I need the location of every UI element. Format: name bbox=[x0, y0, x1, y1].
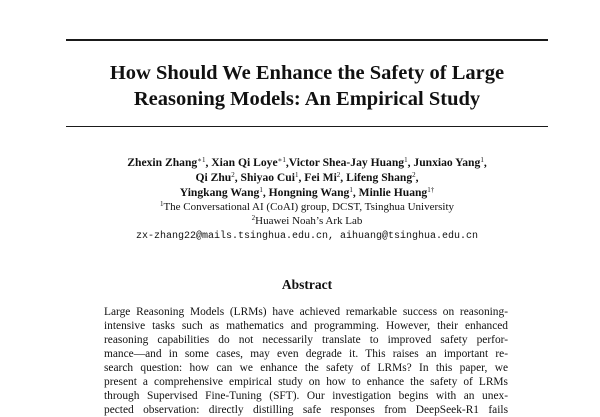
author-separator: , bbox=[298, 171, 305, 184]
author-affiliation-mark: 2 bbox=[231, 171, 235, 179]
author-separator: , bbox=[262, 186, 269, 199]
author-separator: , bbox=[483, 156, 487, 169]
author-separator: , bbox=[352, 186, 359, 199]
author-name: Zhexin Zhang bbox=[127, 156, 198, 169]
author-separator: , bbox=[415, 171, 419, 184]
author-name: Lifeng Shang bbox=[346, 171, 413, 184]
author-affiliation-mark: 1 bbox=[404, 156, 408, 164]
abstract-heading: Abstract bbox=[281, 277, 333, 292]
author-affiliation-mark: ∗1 bbox=[197, 156, 206, 164]
authors-line-2 bbox=[40, 170, 574, 185]
author-name: Minlie Huang bbox=[358, 186, 428, 199]
paper-title-line-2: Reasoning Models: An Empirical Study bbox=[133, 88, 481, 110]
author-affiliation-mark: 2 bbox=[412, 171, 416, 179]
affiliation-text: The Conversational AI (CoAI) group, DCST, Tsinghua University bbox=[163, 201, 455, 213]
authors-line-1 bbox=[40, 155, 574, 170]
top-rule bbox=[66, 39, 548, 41]
author-separator: , bbox=[340, 171, 347, 184]
author-name: Victor Shea-Jay Huang bbox=[288, 156, 405, 169]
abstract-line: mance—and in some cases, may even degrade it. This raises an important re- bbox=[104, 348, 508, 360]
affiliation-mark: 2 bbox=[251, 214, 256, 222]
author-name: Fei Mi bbox=[304, 171, 337, 184]
author-name: Hongning Wang bbox=[268, 186, 350, 199]
abstract-line: Large Reasoning Models (LRMs) have achieved remarkable success on reasoning- bbox=[104, 306, 508, 318]
author-name: Xian Qi Loye bbox=[211, 156, 278, 169]
author-affiliation-mark: 1† bbox=[427, 186, 435, 194]
author-affiliation-mark: 1 bbox=[480, 156, 484, 164]
author-emails: zx-zhang22@mails.tsinghua.edu.cn, aihuang@tsinghua.edu.cn bbox=[135, 231, 479, 242]
author-name: Junxiao Yang bbox=[413, 156, 481, 169]
abstract-line: pected observation: directly distilling safe responses from DeepSeek-R1 fails bbox=[104, 404, 508, 416]
author-separator: , bbox=[205, 156, 212, 169]
author-name: Shiyao Cui bbox=[240, 171, 295, 184]
author-separator: , bbox=[285, 156, 289, 169]
paper-title-line-1: How Should We Enhance the Safety of Large bbox=[109, 62, 505, 84]
abstract-line: intensive tasks such as mathematics and programming. However, their enhanced bbox=[104, 320, 508, 332]
abstract-line: through Supervised Fine-Tuning (SFT). Our investigation begins with an unex- bbox=[104, 390, 508, 402]
authors-line-3 bbox=[40, 185, 574, 200]
author-affiliation-mark: 1 bbox=[259, 186, 263, 194]
author-affiliation-mark: ∗1 bbox=[277, 156, 286, 164]
author-affiliation-mark: 1 bbox=[349, 186, 353, 194]
author-name: Yingkang Wang bbox=[179, 186, 260, 199]
author-separator: , bbox=[407, 156, 414, 169]
author-separator: , bbox=[234, 171, 241, 184]
affiliation-text: Huawei Noah’s Ark Lab bbox=[255, 215, 363, 227]
affiliation-mark: 1 bbox=[159, 200, 164, 208]
abstract-line: reasoning capabilities do not necessarily translate to improved safety perfor- bbox=[104, 334, 508, 346]
title-bottom-rule bbox=[66, 126, 548, 127]
author-name: Qi Zhu bbox=[195, 171, 232, 184]
author-affiliation-mark: 2 bbox=[336, 171, 341, 179]
abstract-line: search question: how can we enhance the safety of LRMs? In this paper, we bbox=[104, 362, 508, 374]
affiliation-2 bbox=[40, 215, 574, 228]
author-affiliation-mark: 1 bbox=[294, 171, 299, 179]
affiliation-1 bbox=[40, 201, 574, 214]
abstract-line: present a comprehensive empirical study on how to enhance the safety of LRMs bbox=[104, 376, 508, 388]
